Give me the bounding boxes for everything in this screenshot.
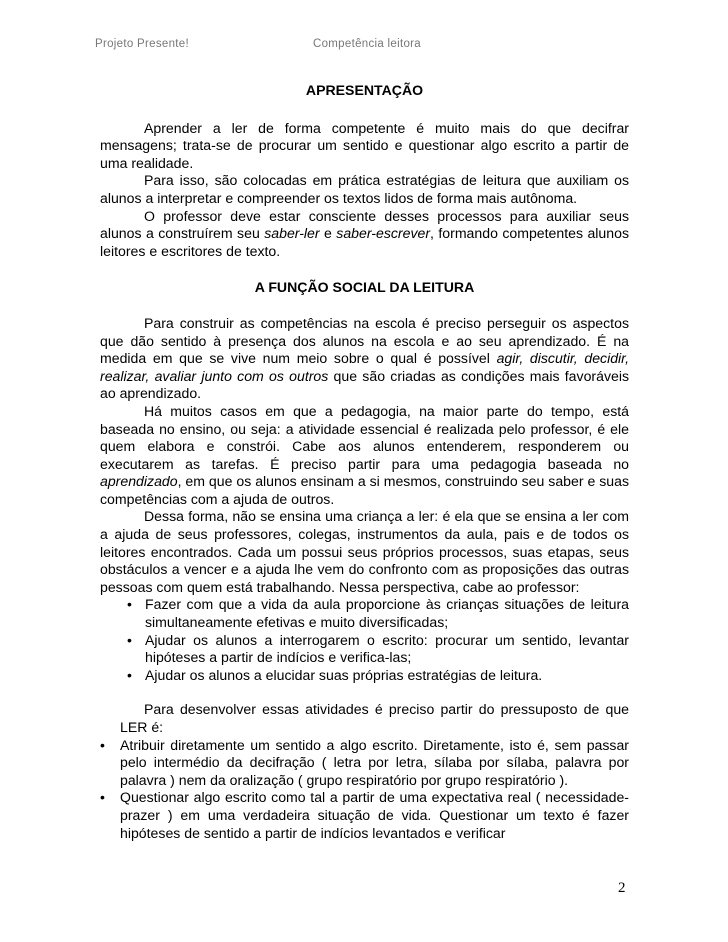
bullet-icon: • <box>100 736 105 753</box>
section-title-funcao-social: A FUNÇÃO SOCIAL DA LEITURA <box>254 279 475 296</box>
list-item: • Ajudar os alunos a elucidar suas próprias estratégias de leitura. <box>127 666 543 683</box>
reading-definition-list <box>100 737 629 843</box>
paragraph: Há muitos casos em que a pedagogia, na maior parte do tempo, está baseada no ensino, ou seja: a atividade essencial é realizada pelo professor, é ele quem elabora e constrói. Cabe aos alunos entenderem, responderem ou executarem as tarefas. É preciso partir para uma pedagogia baseada no aprendizado, em que os alunos ensinam a si mesmos, construindo seu saber e suas competências com a ajuda de outros. <box>100 402 629 507</box>
section-title-apresentacao: APRESENTAÇÃO <box>305 82 424 98</box>
list-item: • Questionar algo escrito como tal a partir de uma expectativa real ( necessidade-prazer ) em uma verdadeira situação de vida. Questionar um texto é fazer hipóteses de sentido a partir de indícios levantados e verificar <box>100 789 629 841</box>
list-item: • Ajudar os alunos a interrogarem o escrito: procurar um sentido, levantar hipóteses a partir de indícios e verifica-las; <box>127 631 629 666</box>
page-header <box>0 38 728 54</box>
paragraph: Aprender a ler de forma competente é muito mais do que decifrar mensagens; trata-se de procurar um sentido e questionar algo escrito a partir de uma realidade. <box>100 119 629 171</box>
bullet-icon: • <box>100 789 105 806</box>
header-document-title: Competência leitora <box>313 38 421 50</box>
list-item: • Atribuir diretamente um sentido a algo escrito. Diretamente, isto é, sem passar pelo intermédio da decifração ( letra por letra, sílaba por sílaba, palavra por palavra ) nem da oralização ( grupo respiratório por grupo respiratório ). <box>100 736 629 788</box>
paragraph: Para construir as competências na escola é preciso perseguir os aspectos que dão sentido à presença dos alunos na escola e ao seu aprendizado. É na medida em que se vive num meio sobre o qual é possível agir, discutir, decidir, realizar, avaliar junto com os outros que são criadas as condições mais favoráveis ao aprendizado. <box>100 314 630 402</box>
list-item: • Fazer com que a vida da aula proporcione às crianças situações de leitura simultaneamente efetivas e muito diversificadas; <box>127 596 629 631</box>
emphasis-text: saber-ler <box>264 225 320 242</box>
page-number: 2 <box>618 880 626 896</box>
header-project-name: Projeto Presente! <box>95 38 189 50</box>
bullet-icon: • <box>127 596 132 613</box>
emphasis-text: agir, discutir, decidir, realizar, avaliar junto com os outros <box>100 350 630 384</box>
paragraph: Dessa forma, não se ensina uma criança a ler: é ela que se ensina a ler com a ajuda de seus professores, colegas, instrumentos da aula, pais e de todos os leitores encontrados. Cada um possui seus próprios processos, suas etapas, seus obstáculos a vencer e a ajuda lhe vem do confronto com as proposições das outras pessoas com quem está trabalhando. Nessa perspectiva, cabe ao professor: <box>100 508 629 595</box>
paragraph: Para isso, são colocadas em prática estratégias de leitura que auxiliam os alunos a interpretar e compreender os textos lidos de forma mais autônoma. <box>100 172 629 206</box>
teacher-roles-list <box>100 596 629 684</box>
bullet-icon: • <box>127 666 132 683</box>
emphasis-text: aprendizado <box>100 473 178 490</box>
bullet-icon: • <box>127 631 132 648</box>
page-body <box>100 82 629 842</box>
reading-definition-intro <box>100 701 629 736</box>
paragraph: Para desenvolver essas atividades é preciso partir do pressuposto de que LER é: <box>120 701 629 735</box>
paragraph: O professor deve estar consciente desses processos para auxiliar seus alunos a construírem seu saber-ler e saber-escrever, formando competentes alunos leitores e escritores de texto. <box>100 207 629 259</box>
emphasis-text: saber-escrever <box>336 225 431 242</box>
